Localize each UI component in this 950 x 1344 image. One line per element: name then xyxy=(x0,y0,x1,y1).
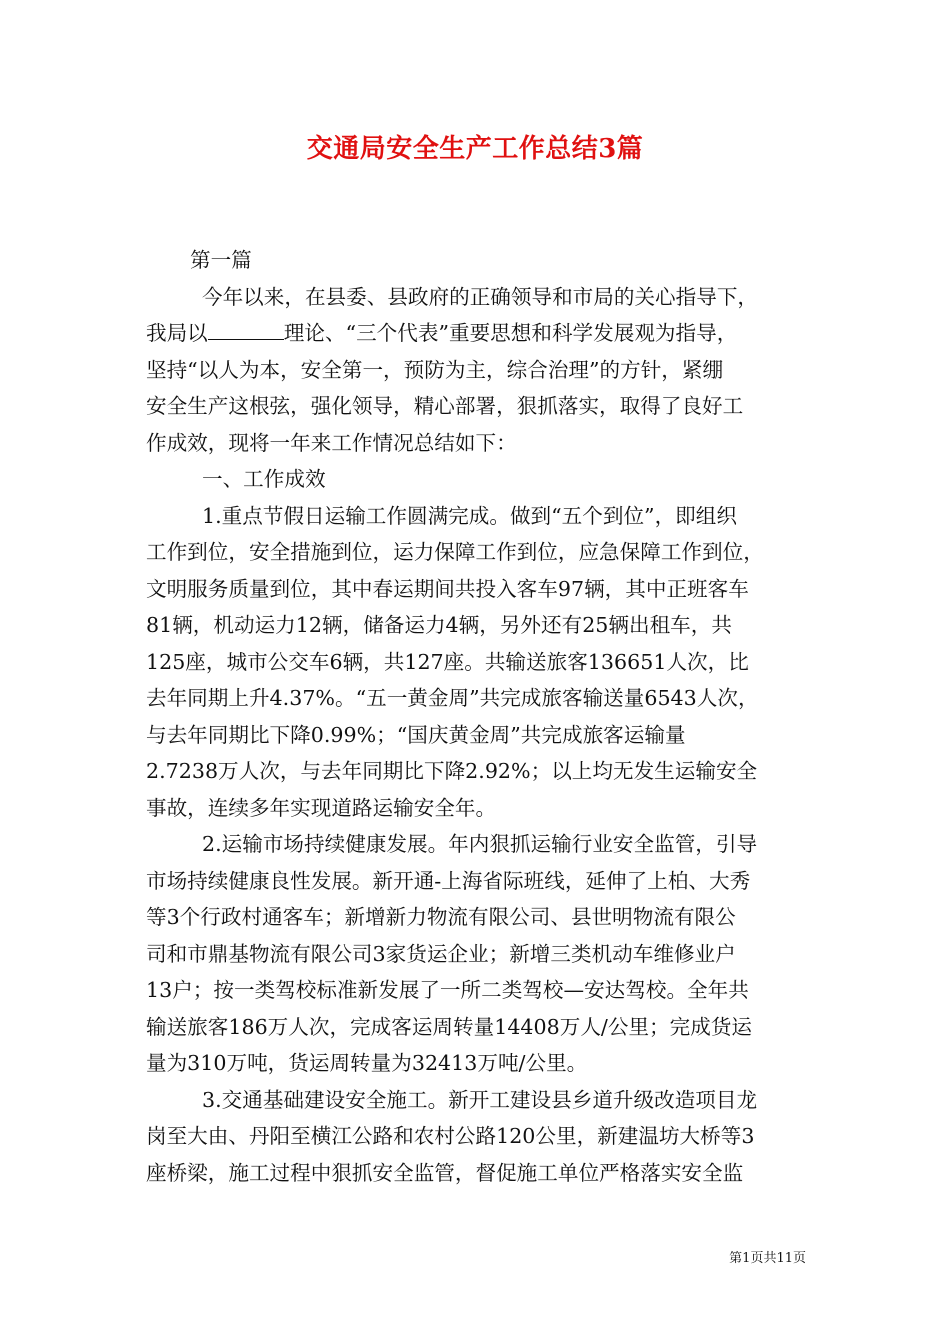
paragraph-line xyxy=(146,315,806,352)
paragraph-text: 我局以 xyxy=(146,321,208,345)
paragraph-line: 去年同期上升4.37%。“五一黄金周”共完成旅客输送量6543人次， xyxy=(146,686,759,710)
page-number: 第1页共11页 xyxy=(729,1251,806,1266)
blank-underline xyxy=(208,319,284,340)
paragraph-line: 量为310万吨，货运周转量为32413万吨/公里。 xyxy=(146,1051,588,1075)
paragraph-line: 座桥梁，施工过程中狠抓安全监管，督促施工单位严格落实安全监 xyxy=(146,1160,744,1185)
paragraph-line: 2.运输市场持续健康发展。年内狠抓运输行业安全监管，引导 xyxy=(202,832,758,856)
paragraph-line: 岗至大由、丹阳至横江公路和农村公路120公里，新建温坊大桥等3 xyxy=(146,1124,755,1148)
paragraph-line: 与去年同期比下降0.99%；“国庆黄金周”共完成旅客运输量 xyxy=(146,722,686,747)
paragraph-line: 市场持续健康良性发展。新开通-上海省际班线，延伸了上柏、大秀 xyxy=(146,868,751,893)
paragraph-line: 司和市鼎基物流有限公司3家货运企业；新增三类机动车维修业户 xyxy=(146,941,736,966)
paragraph-line: 输送旅客186万人次，完成客运周转量14408万人/公里；完成货运 xyxy=(146,1014,753,1039)
paragraph-line: 事故，连续多年实现道路运输安全年。 xyxy=(146,795,497,820)
paragraph-line: 等3个行政村通客车；新增新力物流有限公司、县世明物流有限公 xyxy=(146,905,736,929)
paragraph-line: 2.7238万人次，与去年同期比下降2.92%；以上均无发生运输安全 xyxy=(146,759,758,783)
paragraph-line: 81辆，机动运力12辆，储备运力4辆，另外还有25辆出租车，共 xyxy=(146,613,732,637)
section-heading: 一、工作成效 xyxy=(202,467,326,491)
paragraph-line: 坚持“以人为本，安全第一，预防为主，综合治理”的方针，紧绷 xyxy=(146,357,724,382)
paragraph-line: 125座，城市公交车6辆，共127座。共输送旅客136651人次，比 xyxy=(146,649,749,674)
paragraph-text: 理论、“三个代表”重要思想和科学发展观为指导， xyxy=(283,321,738,345)
document-title: 交通局安全生产工作总结3篇 xyxy=(306,134,644,164)
document-body xyxy=(146,242,806,1191)
paragraph-line: 13户；按一类驾校标准新发展了一所二类驾校—安达驾校。全年共 xyxy=(146,978,749,1002)
paragraph-line: 工作到位，安全措施到位，运力保障工作到位，应急保障工作到位， xyxy=(146,540,764,564)
paragraph-line: 1.重点节假日运输工作圆满完成。做到“五个到位”，即组织 xyxy=(202,503,737,528)
paragraph-line: 3.交通基础建设安全施工。新开工建设县乡道升级改造项目龙 xyxy=(202,1087,758,1112)
paragraph-line: 今年以来，在县委、县政府的正确领导和市局的关心指导下， xyxy=(202,284,759,309)
paragraph-line: 作成效，现将一年来工作情况总结如下： xyxy=(146,430,517,455)
paragraph-line: 文明服务质量到位，其中春运期间共投入客车97辆，其中正班客车 xyxy=(146,576,749,601)
paragraph-line: 安全生产这根弦，强化领导，精心部署，狠抓落实，取得了良好工 xyxy=(146,394,744,418)
section-heading-first: 第一篇 xyxy=(190,248,252,272)
